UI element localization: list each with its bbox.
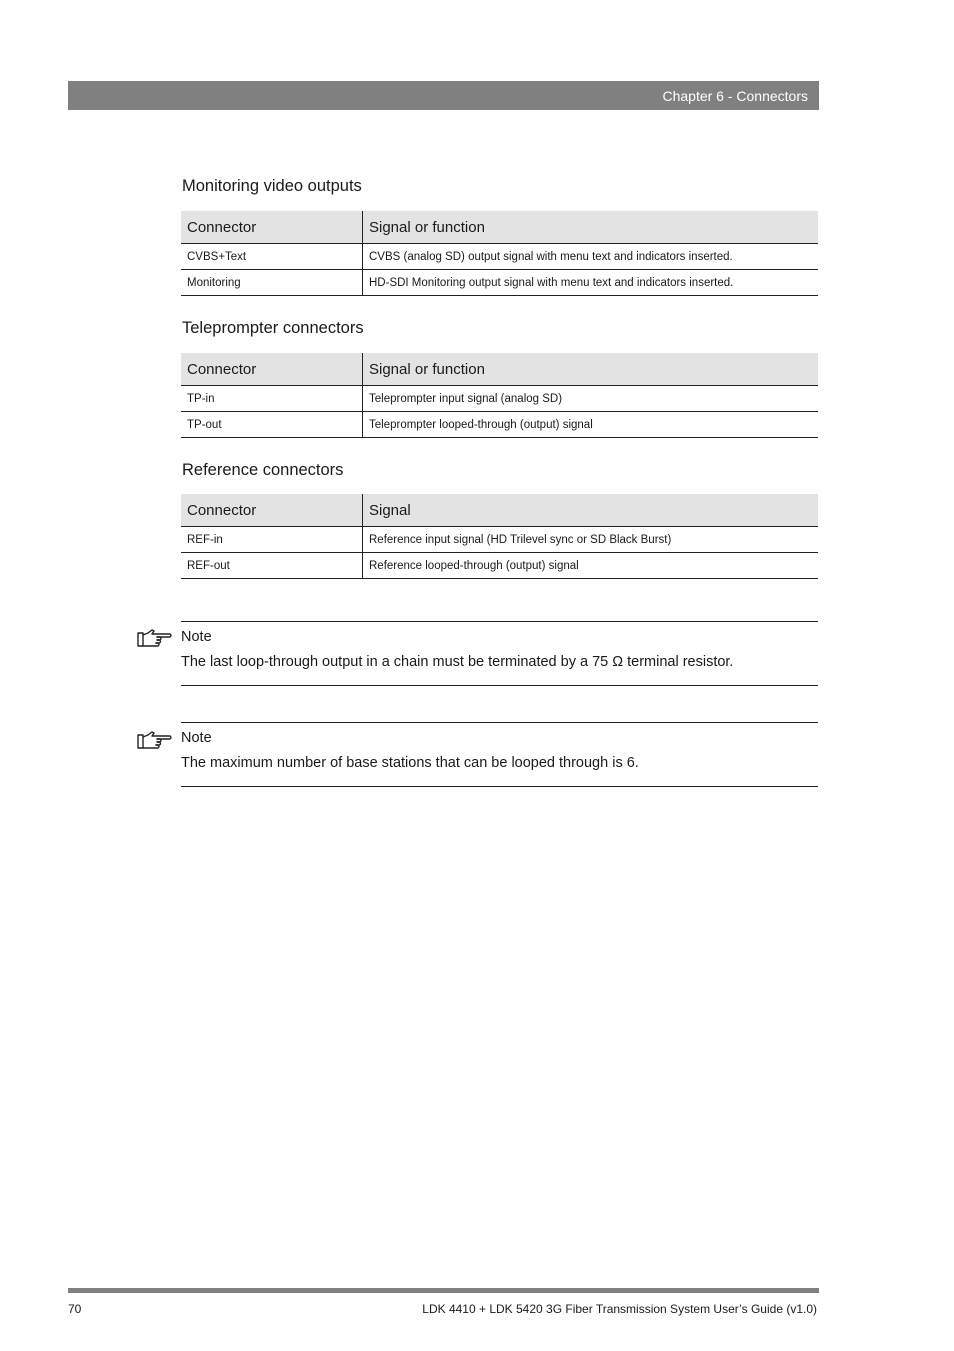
monitoring-outputs-table: [181, 211, 818, 296]
page-number: 70: [68, 1302, 82, 1316]
footer-bar: [68, 1288, 819, 1293]
table-header-row: [181, 494, 818, 527]
chapter-title: Chapter 6 - Connectors: [662, 87, 808, 104]
pointing-hand-icon: [136, 730, 174, 752]
signal-cell: HD-SDI Monitoring output signal with menu text and indicators inserted.: [363, 270, 819, 296]
note-title: Note: [181, 629, 212, 645]
table-row: [181, 553, 818, 579]
connector-cell: REF-in: [181, 527, 363, 553]
column-header: Connector: [181, 494, 363, 527]
table-row: [181, 270, 818, 296]
connector-cell: TP-out: [181, 412, 363, 438]
table-row: [181, 244, 818, 270]
signal-cell: Teleprompter input signal (analog SD): [363, 386, 819, 412]
table-header-row: [181, 211, 818, 244]
note-title: Note: [181, 730, 212, 746]
section-title-reference: Reference connectors: [182, 461, 344, 479]
pointing-hand-icon: [136, 628, 174, 650]
column-header: Connector: [181, 211, 363, 244]
connector-cell: REF-out: [181, 553, 363, 579]
column-header: Connector: [181, 353, 363, 386]
note-box: [181, 722, 818, 787]
connector-cell: CVBS+Text: [181, 244, 363, 270]
signal-cell: Reference looped-through (output) signal: [363, 553, 819, 579]
chapter-header-bar: [68, 81, 819, 110]
table-header-row: [181, 353, 818, 386]
column-header: Signal or function: [363, 353, 819, 386]
table-row: [181, 386, 818, 412]
table-row: [181, 412, 818, 438]
signal-cell: CVBS (analog SD) output signal with menu text and indicators inserted.: [363, 244, 819, 270]
signal-cell: Teleprompter looped-through (output) signal: [363, 412, 819, 438]
column-header: Signal: [363, 494, 819, 527]
teleprompter-connectors-table: [181, 353, 818, 438]
note-box: [181, 621, 818, 686]
connector-cell: Monitoring: [181, 270, 363, 296]
column-header: Signal or function: [363, 211, 819, 244]
table-row: [181, 527, 818, 553]
section-title-monitoring: Monitoring video outputs: [182, 177, 362, 195]
document-title: LDK 4410 + LDK 5420 3G Fiber Transmission System User’s Guide (v1.0): [422, 1302, 817, 1316]
section-title-teleprompter: Teleprompter connectors: [182, 319, 364, 337]
connector-cell: TP-in: [181, 386, 363, 412]
note-text: The last loop-through output in a chain must be terminated by a 75 Ω terminal resistor.: [181, 654, 734, 670]
signal-cell: Reference input signal (HD Trilevel sync or SD Black Burst): [363, 527, 819, 553]
reference-connectors-table: [181, 494, 818, 579]
note-text: The maximum number of base stations that can be looped through is 6.: [181, 755, 639, 771]
